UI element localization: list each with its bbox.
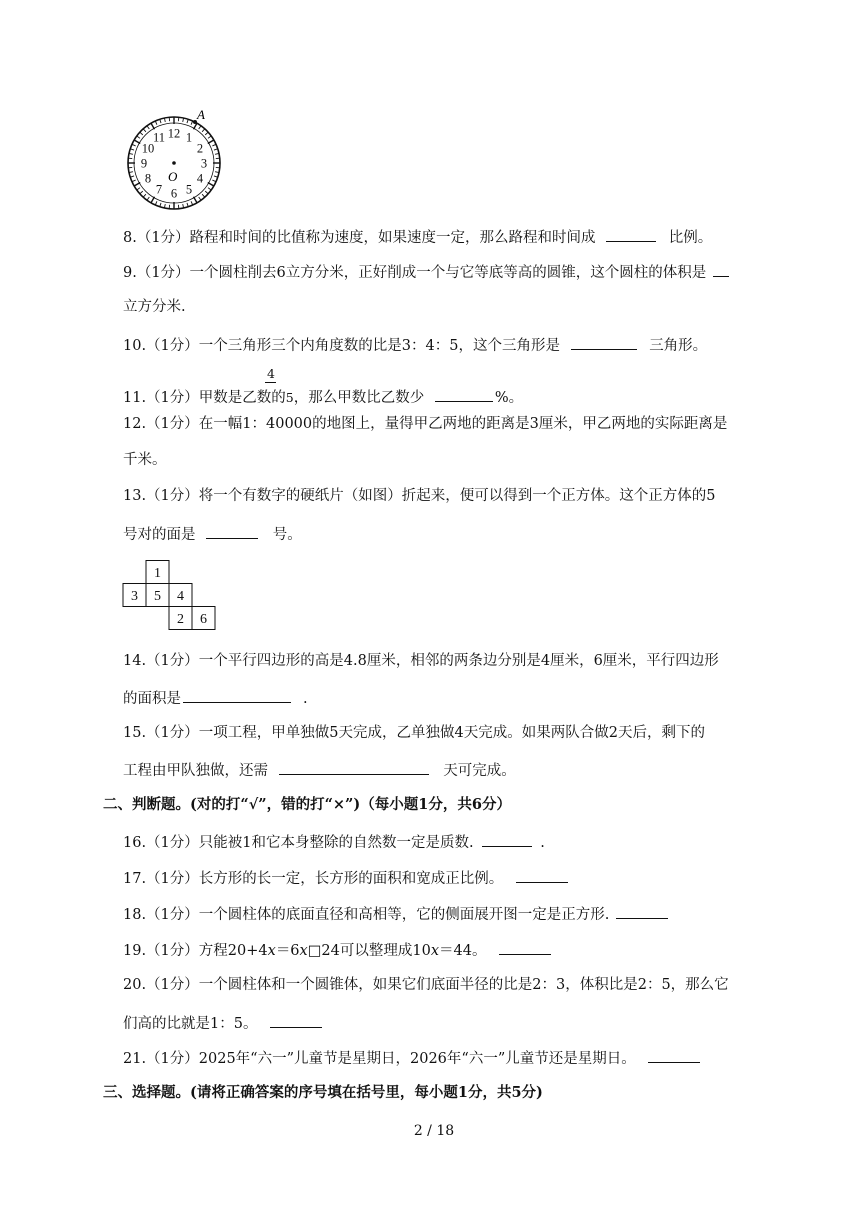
q12-text: 12.（1分）在一幅1：40000的地图上，量得甲乙两地的距离是3厘米，甲乙两地的实际距离是 — [123, 416, 728, 432]
q15-line2-prefix: 工程由甲队独做，还需 — [123, 763, 268, 779]
net-cell-5: 5 — [154, 589, 161, 604]
question-13 — [123, 487, 716, 505]
clock-number: 8 — [144, 171, 152, 186]
clock-number: 4 — [196, 171, 204, 186]
q13-text: 13.（1分）将一个有数字的硬纸片（如图）折起来，便可以得到一个正方体。这个正方体的5 — [123, 488, 716, 504]
question-14-line2 — [123, 688, 308, 708]
q14-answer-blank[interactable] — [183, 688, 291, 703]
clock-center-label: O — [168, 169, 178, 184]
clock-center-dot — [172, 161, 176, 165]
clock-number: 12 — [167, 126, 181, 141]
clock-number: 9 — [140, 156, 148, 171]
q11-middle: ，那么甲数比乙数少 — [293, 390, 425, 406]
net-cell-6: 6 — [200, 612, 207, 627]
clock-number: 10 — [141, 141, 155, 156]
question-11 — [123, 387, 523, 407]
question-9 — [123, 262, 731, 282]
q17-answer-blank[interactable] — [516, 868, 568, 883]
clock-number: 6 — [170, 186, 178, 201]
q18-text: 18.（1分）一个圆柱体的底面直径和高相等，它的侧面展开图一定是正方形. — [123, 907, 610, 923]
q14-text: 14.（1分）一个平行四边形的高是4.8厘米，相邻的两条边分别是4厘米，6厘米，平行四边形 — [123, 653, 719, 669]
question-15-line2 — [123, 760, 516, 780]
net-cell-3: 3 — [131, 589, 138, 604]
q13-line2-prefix: 号对的面是 — [123, 527, 196, 543]
q11-fraction-bar — [265, 382, 276, 383]
section-2-heading — [103, 796, 511, 814]
q20-text: 20.（1分）一个圆柱体和一个圆锥体，如果它们底面半径的比是2：3，体积比是2：5，那么它 — [123, 977, 729, 993]
q10-text: 10.（1分）一个三角形三个内角度数的比是3：4：5，这个三角形是 — [123, 338, 560, 354]
q8-suffix: 比例。 — [668, 230, 713, 246]
q11-answer-blank[interactable] — [435, 387, 493, 402]
q9-answer-blank[interactable] — [713, 262, 729, 277]
q15-line2-suffix: 天可完成。 — [443, 763, 516, 779]
q21-answer-blank[interactable] — [648, 1048, 700, 1063]
clock-number: 11 — [152, 130, 166, 145]
q12-line2: 千米。 — [123, 452, 167, 468]
q8-answer-blank[interactable] — [606, 227, 656, 242]
q16-answer-blank[interactable] — [482, 832, 532, 847]
question-13-line2 — [123, 524, 302, 544]
net-cell-4: 4 — [177, 589, 184, 604]
clock-number: 3 — [200, 156, 208, 171]
clock-figure — [122, 108, 232, 213]
question-18 — [123, 904, 670, 924]
q11-suffix: %。 — [494, 390, 524, 406]
question-17 — [123, 868, 570, 888]
q10-answer-blank[interactable] — [571, 335, 637, 350]
q14-line2-suffix: . — [303, 691, 308, 707]
q20-line2: 们高的比就是1：5。 — [123, 1016, 258, 1032]
question-9-line2 — [123, 298, 186, 316]
q16-text: 16.（1分）只能被1和它本身整除的自然数一定是质数. — [123, 835, 474, 851]
page-number: 2 / 18 — [413, 1123, 455, 1139]
clock-number: 7 — [155, 182, 163, 197]
q11-fraction-numerator: 4 — [267, 366, 275, 381]
q19-part4: ＝44。 — [439, 943, 487, 959]
net-cell-2: 2 — [177, 612, 184, 627]
q14-line2-prefix: 的面积是 — [123, 691, 181, 707]
q16-suffix: . — [540, 835, 545, 851]
q8-text: 8.（1分）路程和时间的比值称为速度，如果速度一定，那么路程和时间成 — [123, 230, 596, 246]
q19-var3: x — [430, 943, 440, 959]
q18-answer-blank[interactable] — [616, 904, 668, 919]
clock-number: 2 — [196, 141, 204, 156]
q9-line2: 立方分米. — [123, 299, 186, 315]
cube-net-figure — [122, 560, 217, 632]
q20-answer-blank[interactable] — [270, 1013, 322, 1028]
q17-text: 17.（1分）长方形的长一定，长方形的面积和宽成正比例。 — [123, 871, 504, 887]
section-3-title: 三、选择题。(请将正确答案的序号填在括号里，每小题1分，共5分) — [103, 1084, 543, 1101]
q19-part1: 19.（1分）方程20+4 — [123, 943, 268, 959]
q19-var1: x — [267, 943, 276, 959]
q11-text: 11.（1分）甲数是乙数的 — [123, 390, 286, 406]
q13-line2-suffix: 号。 — [272, 527, 302, 543]
q13-answer-blank[interactable] — [206, 524, 258, 539]
question-12 — [123, 415, 727, 433]
question-21 — [123, 1048, 702, 1068]
question-15 — [123, 724, 705, 742]
q10-suffix: 三角形。 — [649, 338, 708, 354]
question-10 — [123, 335, 707, 355]
question-16 — [123, 832, 545, 852]
question-20-line2 — [123, 1013, 324, 1033]
net-cell-1: 1 — [154, 566, 161, 581]
section-3-heading — [103, 1084, 543, 1102]
clock-number: 1 — [185, 130, 193, 145]
question-20 — [123, 976, 729, 994]
q19-part2: ＝6 — [275, 943, 300, 959]
section-2-title: 二、判断题。(对的打“√”，错的打“×”)（每小题1分，共6分） — [103, 796, 511, 813]
q11-fraction-denominator: 5 — [285, 390, 294, 405]
question-12-line2 — [123, 451, 167, 469]
q19-var2: x — [299, 943, 308, 959]
question-19 — [123, 940, 553, 960]
question-14 — [123, 652, 719, 670]
q9-text: 9.（1分）一个圆柱削去6立方分米，正好削成一个与它等底等高的圆锥，这个圆柱的体积是 — [123, 265, 707, 281]
question-8 — [123, 227, 712, 247]
q21-text: 21.（1分）2025年“六一”儿童节是星期日，2026年“六一”儿童节还是星期日。 — [123, 1051, 636, 1067]
q15-answer-blank[interactable] — [279, 760, 429, 775]
q15-text: 15.（1分）一项工程，甲单独做5天完成，乙单独做4天完成。如果两队合做2天后，剩下的 — [123, 725, 705, 741]
q19-part3: □24可以整理成10 — [307, 943, 431, 959]
q19-answer-blank[interactable] — [499, 940, 551, 955]
clock-number: 5 — [185, 182, 193, 197]
clock-point-label: A — [197, 108, 205, 122]
